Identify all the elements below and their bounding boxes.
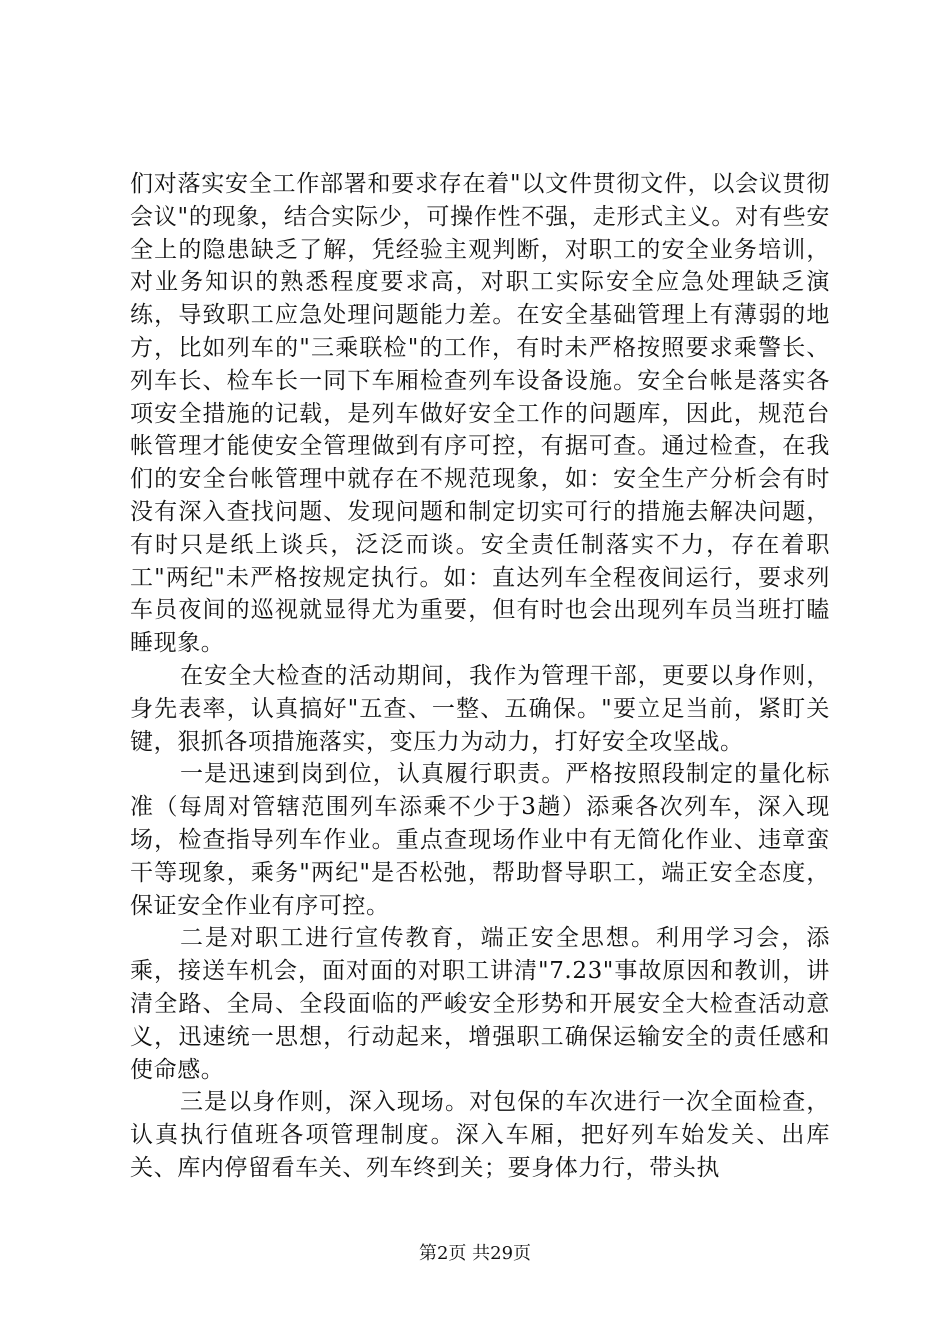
paragraph-1: 们对落实安全工作部署和要求存在着"以文件贯彻文件，以会议贯彻会议"的现象，结合实际少，可操作性不强，走形式主义。对有些安全上的隐患缺乏了解，凭经验主观判断，对职工的安全业务培训，对业务知识的熟悉程度要求高，对职工实际安全应急处理缺乏演练，导致职工应急处理问题能力差。在安全基础管理上有薄弱的地方，比如列车的"三乘联检"的工作，有时未严格按照要求乘警长、列车长、检车长一同下车厢检查列车设备设施。安全台帐是落实各项安全措施的记载，是列车做好安全工作的问题库，因此，规范台帐管理才能使安全管理做到有序可控，有据可查。通过检查，在我们的安全台帐管理中就存在不规范现象，如：安全生产分析会有时没有深入查找问题、发现问题和制定切实可行的措施去解决问题，有时只是纸上谈兵，泛泛而谈。安全责任制落实不力，存在着职工"两纪"未严格按规定执行。如：直达列车全程夜间运行，要求列车员夜间的巡视就显得尤为重要，但有时也会出现列车员当班打瞌睡现象。: [130, 171, 830, 657]
paragraph-3: 一是迅速到岗到位，认真履行职责。严格按照段制定的量化标准（每周对管辖范围列车添乘不少于3趟）添乘各次列车，深入现场，检查指导列车作业。重点查现场作业中有无简化作业、违章蛮干等现象，乘务"两纪"是否松弛，帮助督导职工，端正安全态度，保证安全作业有序可控。: [130, 761, 830, 919]
paragraph-4: 二是对职工进行宣传教育，端正安全思想。利用学习会，添乘，接送车机会，面对面的对职工讲清"7.23"事故原因和教训，讲清全路、全局、全段面临的严峻安全形势和开展安全大检查活动意义，迅速统一思想，行动起来，增强职工确保运输安全的责任感和使命感。: [130, 925, 830, 1083]
page-footer: [0, 1243, 950, 1265]
paragraph-2: 在安全大检查的活动期间，我作为管理干部，更要以身作则，身先表率，认真搞好"五查、一整、五确保。"要立足当前，紧盯关键，狠抓各项措施落实，变压力为动力，打好安全攻坚战。: [130, 662, 830, 755]
paragraph-5: 三是以身作则，深入现场。对包保的车次进行一次全面检查，认真执行值班各项管理制度。深入车厢，把好列车始发关、出库关、库内停留看车关、列车终到关；要身体力行，带头执: [130, 1089, 830, 1181]
document-body: [130, 168, 830, 1185]
page-number-label: 第2页 共29页: [418, 1243, 532, 1264]
